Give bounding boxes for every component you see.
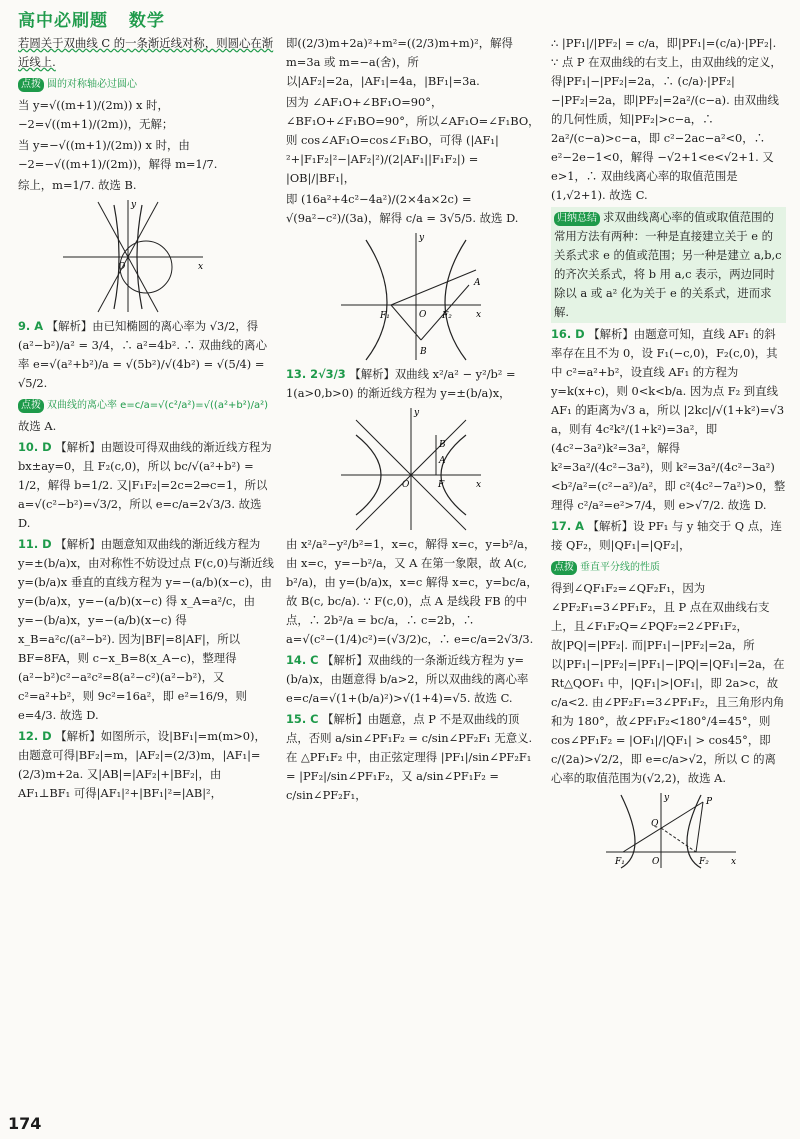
point-b-label: B (420, 347, 427, 357)
q17-text-a: 【解析】设 PF₁ 与 y 轴交于 Q 点，连接 QF₂，则|QF₁|=|QF₂|， (551, 519, 782, 552)
figure-circle-hyperbola (58, 197, 208, 317)
tip-2 (18, 395, 276, 415)
axis-y-label: y (414, 408, 420, 418)
point-f2-label: F₂ (699, 857, 709, 867)
c1-line1: 若圆关于双曲线 C 的一条渐近线对称，则圆心在渐近线上. (18, 36, 274, 69)
figure-hyperbola-q17 (601, 790, 741, 870)
summary-badge: 归纳总结 (554, 212, 600, 226)
axis-y-label: y (131, 200, 137, 210)
q15-number: 15. C (286, 712, 319, 726)
column-3 (551, 34, 786, 870)
summary-text: 求双曲线离心率的值或取值范围的常用方法有两种：一种是直接建立关于 e 的关系式求 e 的值或范围；另一种是建立 a,b,c 的齐次关系式，将 b 用 a,c 表示，两边同时除以 a 或 a² 化为关于 e 的关系式，进而求解. (554, 210, 782, 319)
q13 (286, 365, 541, 403)
tip-badge: 点拨 (18, 78, 44, 92)
q16-number: 16. D (551, 327, 585, 341)
point-a-label: A (439, 456, 446, 466)
q13-text-b: 由 x²/a²−y²/b²=1，x=c，解得 x=c，y=b²/a，由 x=c，y=−b²/a，又 A 在第一象限，故 A(c, b²/a)，由 y=(b/a)x，x=c 解得 x=c，y=bc/a，故 B(c, bc/a). ∵ F(c,0)，点 A 是线段 FB 的中点，∴ 2b²/a = bc/a，∴ c=2b，∴ a=√(c²−(1/4)c²)=(√3/2)c，∴ e=c/a=2√3/3. (286, 537, 538, 646)
q14 (286, 651, 541, 708)
c2-line1: 即((2/3)m+2a)²+m²=((2/3)m+m)²，解得 m=3a 或 m=−a(舍)，所以|AF₂|=2a，|AF₁|=4a，|BF₁|=3a. (286, 36, 513, 88)
c3-line1: ∴ |PF₁|/|PF₂| = c/a，即|PF₁|=(c/a)·|PF₂|. ∵ 点 P 在双曲线的右支上，由双曲线的定义，得|PF₁|−|PF₂|=2a，∴ (c/a)·|PF₂|−|PF₂|=2a，即|PF₂|=2a²/(c−a). 由双曲线的几何性质，知|PF₂|>c−a，∴ 2a²/(c−a)>c−a，即 c²−2ac−a²<0，∴ e²−2e−1<0，解得 −√2+1<e<√2+1. 又 e>1，∴ 双曲线离心率的取值范围是(1,√2+1). 故选 C. (551, 36, 782, 202)
q15 (286, 710, 541, 805)
point-a-label: A (474, 278, 481, 288)
column-2 (286, 34, 541, 807)
q16 (551, 325, 786, 515)
page-number: 174 (8, 1114, 42, 1133)
c2-line2: 因为 ∠AF₁O+∠BF₁O=90°，∠BF₁O+∠F₁BO=90°，所以∠AF₁O=∠F₁BO，则 cos∠AF₁O=cos∠F₁BO，可得 (|AF₁|²+|F₁F₂|²−|AF₂|²)/(2|AF₁||F₁F₂|) = |OB|/|BF₁|， (286, 95, 540, 185)
q12 (18, 727, 276, 803)
origin-label: O (652, 857, 660, 867)
point-f1-label: F₁ (615, 857, 625, 867)
origin-label: O (402, 480, 410, 490)
q9-number: 9. A (18, 319, 44, 333)
tip-3 (551, 557, 786, 577)
origin-label: O (419, 310, 427, 320)
figure-hyperbola-q12 (336, 230, 486, 365)
point-f1-label: F₁ (380, 311, 390, 321)
axis-y-label: y (419, 233, 425, 243)
c2-line3: 即 (16a²+4c²−4a²)/(2×4a×2c) = √(9a²−c²)/(3a)，解得 c/a = 3√5/5. 故选 D. (286, 192, 519, 225)
tip-text: 圆的对称轴必过圆心 (47, 79, 137, 90)
q11 (18, 535, 276, 725)
q11-number: 11. D (18, 537, 52, 551)
axis-y-label: y (664, 793, 670, 803)
axis-x-label: x (476, 480, 482, 490)
summary-box (551, 207, 786, 323)
tip-text: 垂直平分线的性质 (580, 562, 660, 573)
point-f2-label: F₂ (442, 311, 452, 321)
q11-text: 【解析】由题意知双曲线的渐近线方程为 y=±(b/a)x，由对称性不妨设过点 F(c,0)与渐近线 y=(b/a)x 垂直的直线方程为 y=−(a/b)(x−c)，由 y=(b/a)x，y=−(a/b)(x−c) 得 x_A=a²/c，由 y=−(b/a)x，y=−(a/b)(x−c) 得 x_B=a²c/(a²−b²). 因为|BF|=8|AF|，所以 BF=8FA，则 c−x_B=8(x_A−c)，整理得(a²−b²)c²−a²c²=8(a²−c²)(a²−b²)，又 c²=a²+b²，则 9c²=16a²，即 e²=16/9，则 e=4/3. 故选 D. (18, 537, 274, 722)
q15-text: 【解析】由题意，点 P 不是双曲线的顶点，否则 a/sin∠PF₁F₂ = c/sin∠PF₂F₁ 无意义. 在 △PF₁F₂ 中，由正弦定理得 |PF₁|/sin∠PF₂F₁ = |PF₂|/sin∠PF₁F₂，又 a/sin∠PF₁F₂ = c/sin∠PF₂F₁， (286, 712, 533, 802)
c1-line3: 当 y=−√((m+1)/(2m)) x 时，由 −2=−√((m+1)/(2m))，解得 m=1/7. (18, 138, 218, 171)
c1-line4: 综上，m=1/7. 故选 B. (18, 178, 137, 192)
tip-badge: 点拨 (551, 561, 577, 575)
q9 (18, 317, 276, 393)
q17-number: 17. A (551, 519, 584, 533)
axis-x-label: x (731, 857, 737, 867)
q12-text: 【解析】如图所示，设|BF₁|=m(m>0)，由题意可得|BF₂|=m，|AF₂|=(2/3)m，|AF₁|=(2/3)m+2a. 又|AB|=|AF₂|+|BF₂|，由 AF₁⊥BF₁ 可得|AF₁|²+|BF₁|²=|AB|²， (18, 729, 266, 800)
tip-1 (18, 74, 276, 94)
point-p-label: P (706, 797, 713, 807)
tip-badge: 点拨 (18, 399, 44, 413)
book-title: 高中必刷题 (18, 11, 108, 31)
origin-label: O (118, 262, 126, 272)
subject-title: 数学 (128, 11, 165, 31)
q10 (18, 438, 276, 533)
axis-x-label: x (476, 310, 482, 320)
tip-text: 双曲线的离心率 e=c/a=√(c²/a²)=√((a²+b²)/a²) (47, 400, 269, 411)
q10-number: 10. D (18, 440, 52, 454)
q12-number: 12. D (18, 729, 52, 743)
figure-hyperbola-q13 (336, 405, 486, 535)
q13-number: 13. 2√3/3 (286, 367, 346, 381)
q13-text-a: 【解析】双曲线 x²/a² − y²/b² = 1(a>0,b>0) 的渐近线方程为 y=±(b/a)x， (286, 367, 516, 400)
axis-x-label: x (198, 262, 204, 272)
q10-text: 【解析】由题设可得双曲线的渐近线方程为 bx±ay=0，且 F₂(c,0)，所以 bc/√(a²+b²) = 1/2，解得 b=1/2. 又|F₁F₂|=2c=2⇒c=1，所以 a=√(c²−b²)=√3/2，所以 e=c/a=2√3/3. 故选 D. (18, 440, 272, 530)
q17 (551, 517, 786, 555)
point-f-label: F (438, 480, 445, 490)
q17-text-b: 得到∠QF₁F₂=∠QF₂F₁，因为∠PF₂F₁=3∠PF₁F₂，且 P 点在双曲线右支上，且∠F₁F₂Q=∠PQF₂=2∠PF₁F₂，故|PQ|=|PF₂|. 而|PF₁|−|PF₂|=2a，所以|PF₁|−|PF₂|=|PF₁|−|PQ|=|QF₁|=2a，在 Rt△QOF₁ 中，|QF₁|>|OF₁|，即 2a>c，故 c/a<2. 由∠PF₂F₁=3∠PF₁F₂，且三角形内角和为 180°，故∠PF₁F₂<180°/4=45°，则 cos∠PF₁F₂ = |OF₁|/|QF₁| > cos45°，即 c/(2a)>√2/2，即 e=c/a>√2，所以 C 的离心率的取值范围为(√2,2)，故选 A. (551, 581, 785, 785)
point-q-label: Q (651, 819, 659, 829)
column-1 (18, 34, 276, 805)
q16-text: 【解析】由题意可知，直线 AF₁ 的斜率存在且不为 0，设 F₁(−c,0)，F₂(c,0)，其中 c²=a²+b²，设直线 AF₁ 的方程为 y=k(x+c)，则 0<k<b/a. 因为点 F₂ 到直线 AF₁ 的距离为√3 a，所以 |2kc|/√(1+k²)=√3 a，则有 4c²k²/(1+k²)=3a²，即(4c²−3a²)k²=3a²，解得 k²=3a²/(4c²−3a²)，则 k²=3a²/(4c²−3a²)<b²/a²=(c²−a²)/a²，即 c²(4c²−7a²)>0，整理得 c²/a²=e²>7/4，则 e>√7/2. 故选 D. (551, 327, 786, 512)
page-header (18, 6, 179, 31)
q14-number: 14. C (286, 653, 319, 667)
q14-text: 【解析】双曲线的一条渐近线方程为 y=(b/a)x，由题意得 b/a>2，所以双曲线的离心率 e=c/a=√(1+(b/a)²)>√(1+4)=√5. 故选 C. (286, 653, 529, 705)
q9-end: 故选 A. (18, 419, 57, 433)
point-b-label: B (439, 440, 446, 450)
q9-text: 【解析】由已知椭圆的离心率为 √3/2，得 (a²−b²)/a² = 3/4，∴ a²=4b². ∴ 双曲线的离心率 e=√(a²+b²)/a = √(5b²)/√(4b²) = √(5/4) = √5/2. (18, 319, 267, 390)
c1-line2: 当 y=√((m+1)/(2m)) x 时，−2=√((m+1)/(2m))，无解； (18, 98, 174, 131)
